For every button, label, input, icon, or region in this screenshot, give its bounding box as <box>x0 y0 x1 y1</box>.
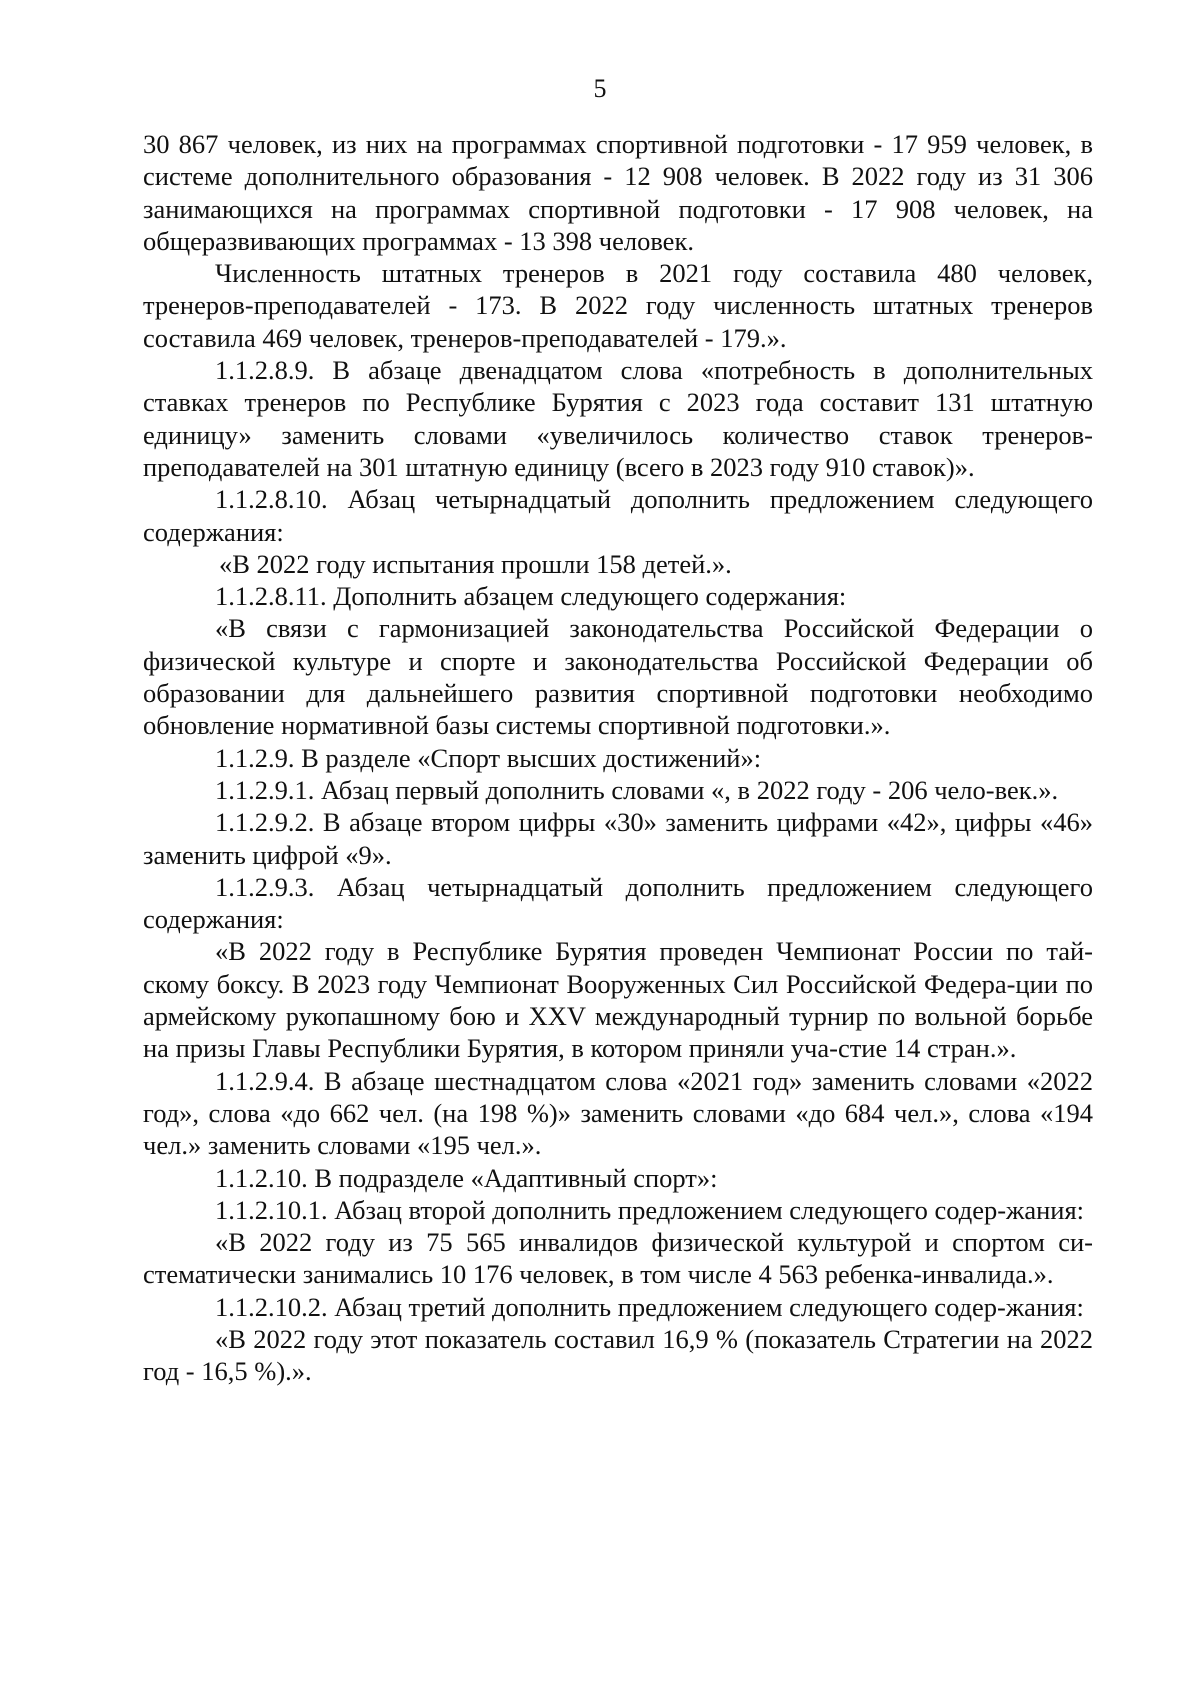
paragraph: 30 867 человек, из них на программах спортивной подготовки - 17 959 человек, в системе дополнительного образования - 12 908 человек. В 2022 году из 31 306 занимающихся на программах спортивной подготовки - 17 908 человек, на общеразвивающих программах - 13 398 человек. <box>143 129 1093 256</box>
paragraph: 1.1.2.9.3. Абзац четырнадцатый дополнить предложением следующего содержания: <box>143 871 1093 935</box>
paragraph: 1.1.2.8.11. Дополнить абзацем следующего содержания: <box>215 581 847 612</box>
paragraph: 1.1.2.10.2. Абзац третий дополнить предложением следующего содер-жания: <box>215 1291 1084 1322</box>
paragraph: 1.1.2.8.9. В абзаце двенадцатом слова «потребность в дополнительных ставках тренеров по Республике Бурятия с 2023 года составит 131 штатную единицу» заменить словами «увеличилось количество ставок тренеров-преподавателей на 301 штатную единицу (всего в 2023 году 910 ставок)». <box>143 355 1093 482</box>
paragraph: «В 2022 году в Республике Бурятия проведен Чемпионат России по тай-скому боксу. В 2023 году Чемпионат Вооруженных Сил Российской Федера-ции по армейскому рукопашному бою и XXV международный турнир по вольной борьбе на призы Главы Республики Бурятия, в котором приняли уча-стие 14 стран.». <box>143 936 1093 1064</box>
paragraph: «В 2022 году из 75 565 инвалидов физической культурой и спортом си-стематически занимались 10 176 человек, в том числе 4 563 ребенка-инвалида.». <box>143 1227 1093 1290</box>
paragraph: 1.1.2.10.1. Абзац второй дополнить предложением следующего содер-жания: <box>215 1194 1085 1225</box>
paragraph: 1.1.2.10. В подразделе «Адаптивный спорт»: <box>215 1162 718 1193</box>
paragraph: 1.1.2.8.10. Абзац четырнадцатый дополнить предложением следующего содержания: <box>143 484 1093 547</box>
paragraph: 1.1.2.9.1. Абзац первый дополнить словами «, в 2022 году - 206 чело-век.». <box>215 774 1059 805</box>
page-number: 5 <box>593 74 607 103</box>
paragraph: «В 2022 году испытания прошли 158 детей.». <box>219 548 732 579</box>
paragraph: «В связи с гармонизацией законодательства Российской Федерации о физической культуре и спорте и законодательства Российской Федерации об образовании для дальнейшего развития спортивной подготовки необходимо обновление нормативной базы системы спортивной подготовки.». <box>143 613 1093 741</box>
paragraph: 1.1.2.9. В разделе «Спорт высших достижений»: <box>215 742 762 773</box>
paragraph: 1.1.2.9.2. В абзаце втором цифры «30» заменить цифрами «42», цифры «46» заменить цифрой «9». <box>143 807 1093 870</box>
paragraph: «В 2022 году этот показатель составил 16,9 % (показатель Стратегии на 2022 год - 16,5 %).». <box>143 1323 1093 1387</box>
document-body <box>143 128 1093 1388</box>
paragraph: Численность штатных тренеров в 2021 году составила 480 человек, тренеров-преподавателей - 173. В 2022 году численность штатных тренеров составила 469 человек, тренеров-преподавателей - 179.». <box>143 258 1093 353</box>
paragraph: 1.1.2.9.4. В абзаце шестнадцатом слова «2021 год» заменить словами «2022 год», слова «до 662 чел. (на 198 %)» заменить словами «до 684 чел.», слова «194 чел.» заменить словами «195 чел.». <box>143 1065 1093 1161</box>
